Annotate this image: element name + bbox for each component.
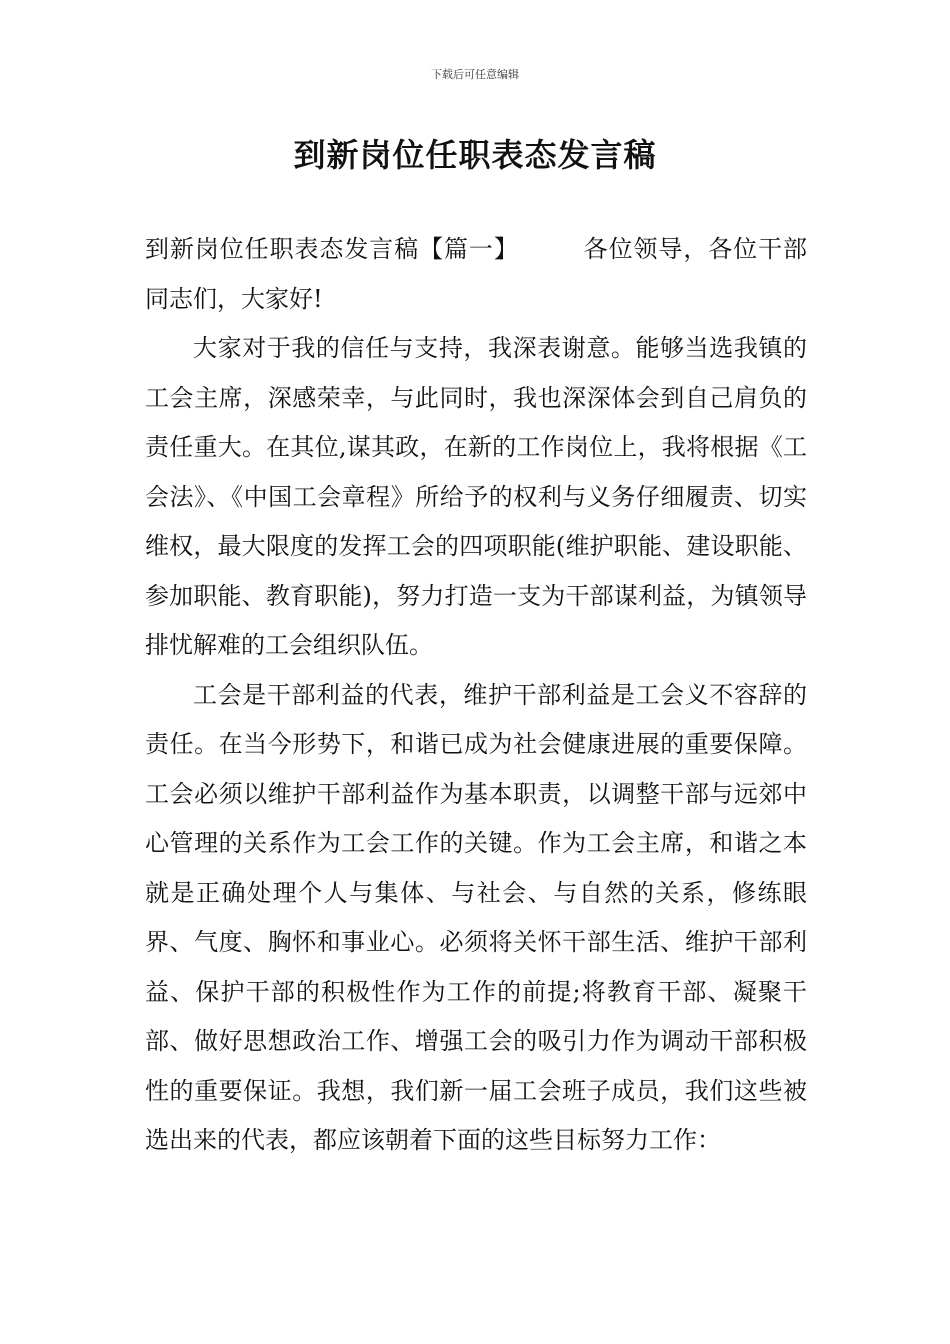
document-body [145, 225, 807, 1166]
body-paragraph-2: 工会是干部利益的代表，维护干部利益是工会义不容辞的责任。在当今形势下，和谐已成为社会健康进展的重要保障。工会必须以维护干部利益作为基本职责，以调整干部与远郊中心管理的关系作为工会工作的关键。作为工会主席，和谐之本就是正确处理个人与集体、与社会、与自然的关系，修练眼界、气度、胸怀和事业心。必须将关怀干部生活、维护干部利益、保护干部的积极性作为工作的前提;将教育干部、凝聚干部、做好思想政治工作、增强工会的吸引力作为调动干部积极性的重要保证。我想，我们新一届工会班子成员，我们这些被选出来的代表，都应该朝着下面的这些目标努力工作： [145, 680, 807, 1154]
header-note: 下载后可任意编辑 [431, 68, 519, 81]
intro-paragraph [145, 225, 807, 324]
intro-heading: 到新岗位任职表态发言稿【篇一】 [145, 235, 519, 263]
document-title: 到新岗位任职表态发言稿 [293, 136, 657, 174]
body-paragraph-1: 大家对于我的信任与支持，我深表谢意。能够当选我镇的工会主席，深感荣幸，与此同时，我也深深体会到自己肩负的责任重大。在其位,谋其政，在新的工作岗位上，我将根据《工会法》、《中国工会章程》所给予的权利与义务仔细履责、切实维权，最大限度的发挥工会的四项职能(维护职能、建设职能、参加职能、教育职能)，努力打造一支为干部谋利益，为镇领导排忧解难的工会组织队伍。 [145, 334, 807, 659]
intro-greeting: 各位领导，各位干部同志们，大家好! [145, 235, 807, 313]
